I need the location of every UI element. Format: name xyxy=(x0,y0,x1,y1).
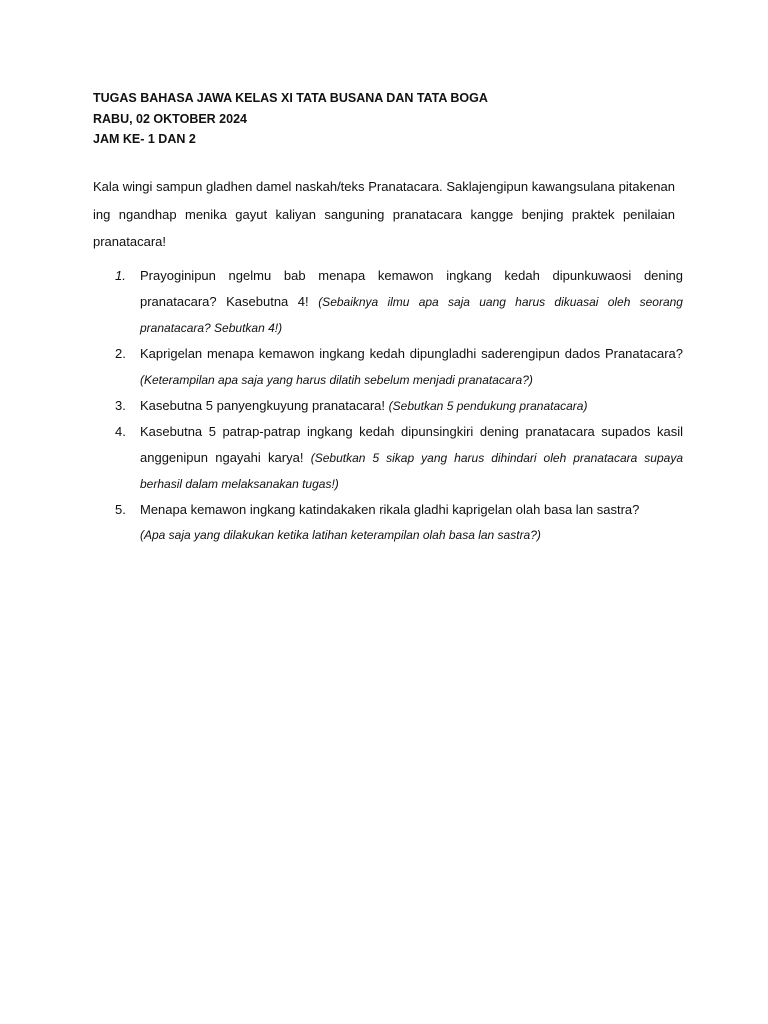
question-text: Kasebutna 5 patrap-patrap ingkang kedah dipunsingkiri dening pranatacara supados kasil anggenipun ngayahi karya! xyxy=(140,424,683,465)
question-number: 3. xyxy=(115,398,126,413)
question-list xyxy=(93,263,683,547)
question-text-block xyxy=(140,263,683,341)
question-number: 1. xyxy=(115,268,126,283)
question-text: Kasebutna 5 panyengkuyung pranatacara! xyxy=(140,398,386,413)
question-item xyxy=(93,263,683,341)
question-text: Prayoginipun ngelmu bab menapa kemawon ingkang kedah dipunkuwaosi dening pranatacara? Kasebutna 4! xyxy=(140,268,683,309)
question-translation: (Apa saja yang dilakukan ketika latihan keterampilan olah basa lan sastra?) xyxy=(140,528,541,542)
question-text-block xyxy=(140,393,683,419)
question-item xyxy=(93,497,683,547)
question-translation: (Sebaiknya ilmu apa saja uang harus dikuasai oleh seorang pranatacara? Sebutkan 4!) xyxy=(140,295,683,335)
question-item xyxy=(93,419,683,497)
question-number: 2. xyxy=(115,346,126,361)
instructions-paragraph: Kala wingi sampun gladhen damel naskah/teks Pranatacara. Saklajengipun kawangsulana pitakenan ing ngandhap menika gayut kaliyan sanguning pranatacara kangge benjing praktek penilaian pranatacara! xyxy=(93,179,675,249)
question-translation: (Sebutkan 5 sikap yang harus dihindari oleh pranatacara supaya berhasil dalam melaksanakan tugas!) xyxy=(140,451,683,491)
question-item xyxy=(93,341,683,393)
assignment-period: JAM KE- 1 DAN 2 xyxy=(93,132,196,146)
document-header xyxy=(93,88,693,150)
question-item xyxy=(93,393,683,419)
question-translation: (Keterampilan apa saja yang harus dilatih sebelum menjadi pranatacara?) xyxy=(140,373,533,387)
question-translation: (Sebutkan 5 pendukung pranatacara) xyxy=(388,399,588,413)
question-number: 4. xyxy=(115,424,126,439)
question-number: 5. xyxy=(115,502,126,517)
question-text-block xyxy=(140,419,683,497)
assignment-date: RABU, 02 OKTOBER 2024 xyxy=(93,111,247,126)
question-text: Kaprigelan menapa kemawon ingkang kedah dipungladhi saderengipun dados Pranatacara? xyxy=(140,346,683,361)
question-text: Menapa kemawon ingkang katindakaken rikala gladhi kaprigelan olah basa lan sastra? xyxy=(140,502,640,517)
question-text-block xyxy=(140,341,683,393)
assignment-title: TUGAS BAHASA JAWA KELAS XI TATA BUSANA DAN TATA BOGA xyxy=(93,91,488,105)
